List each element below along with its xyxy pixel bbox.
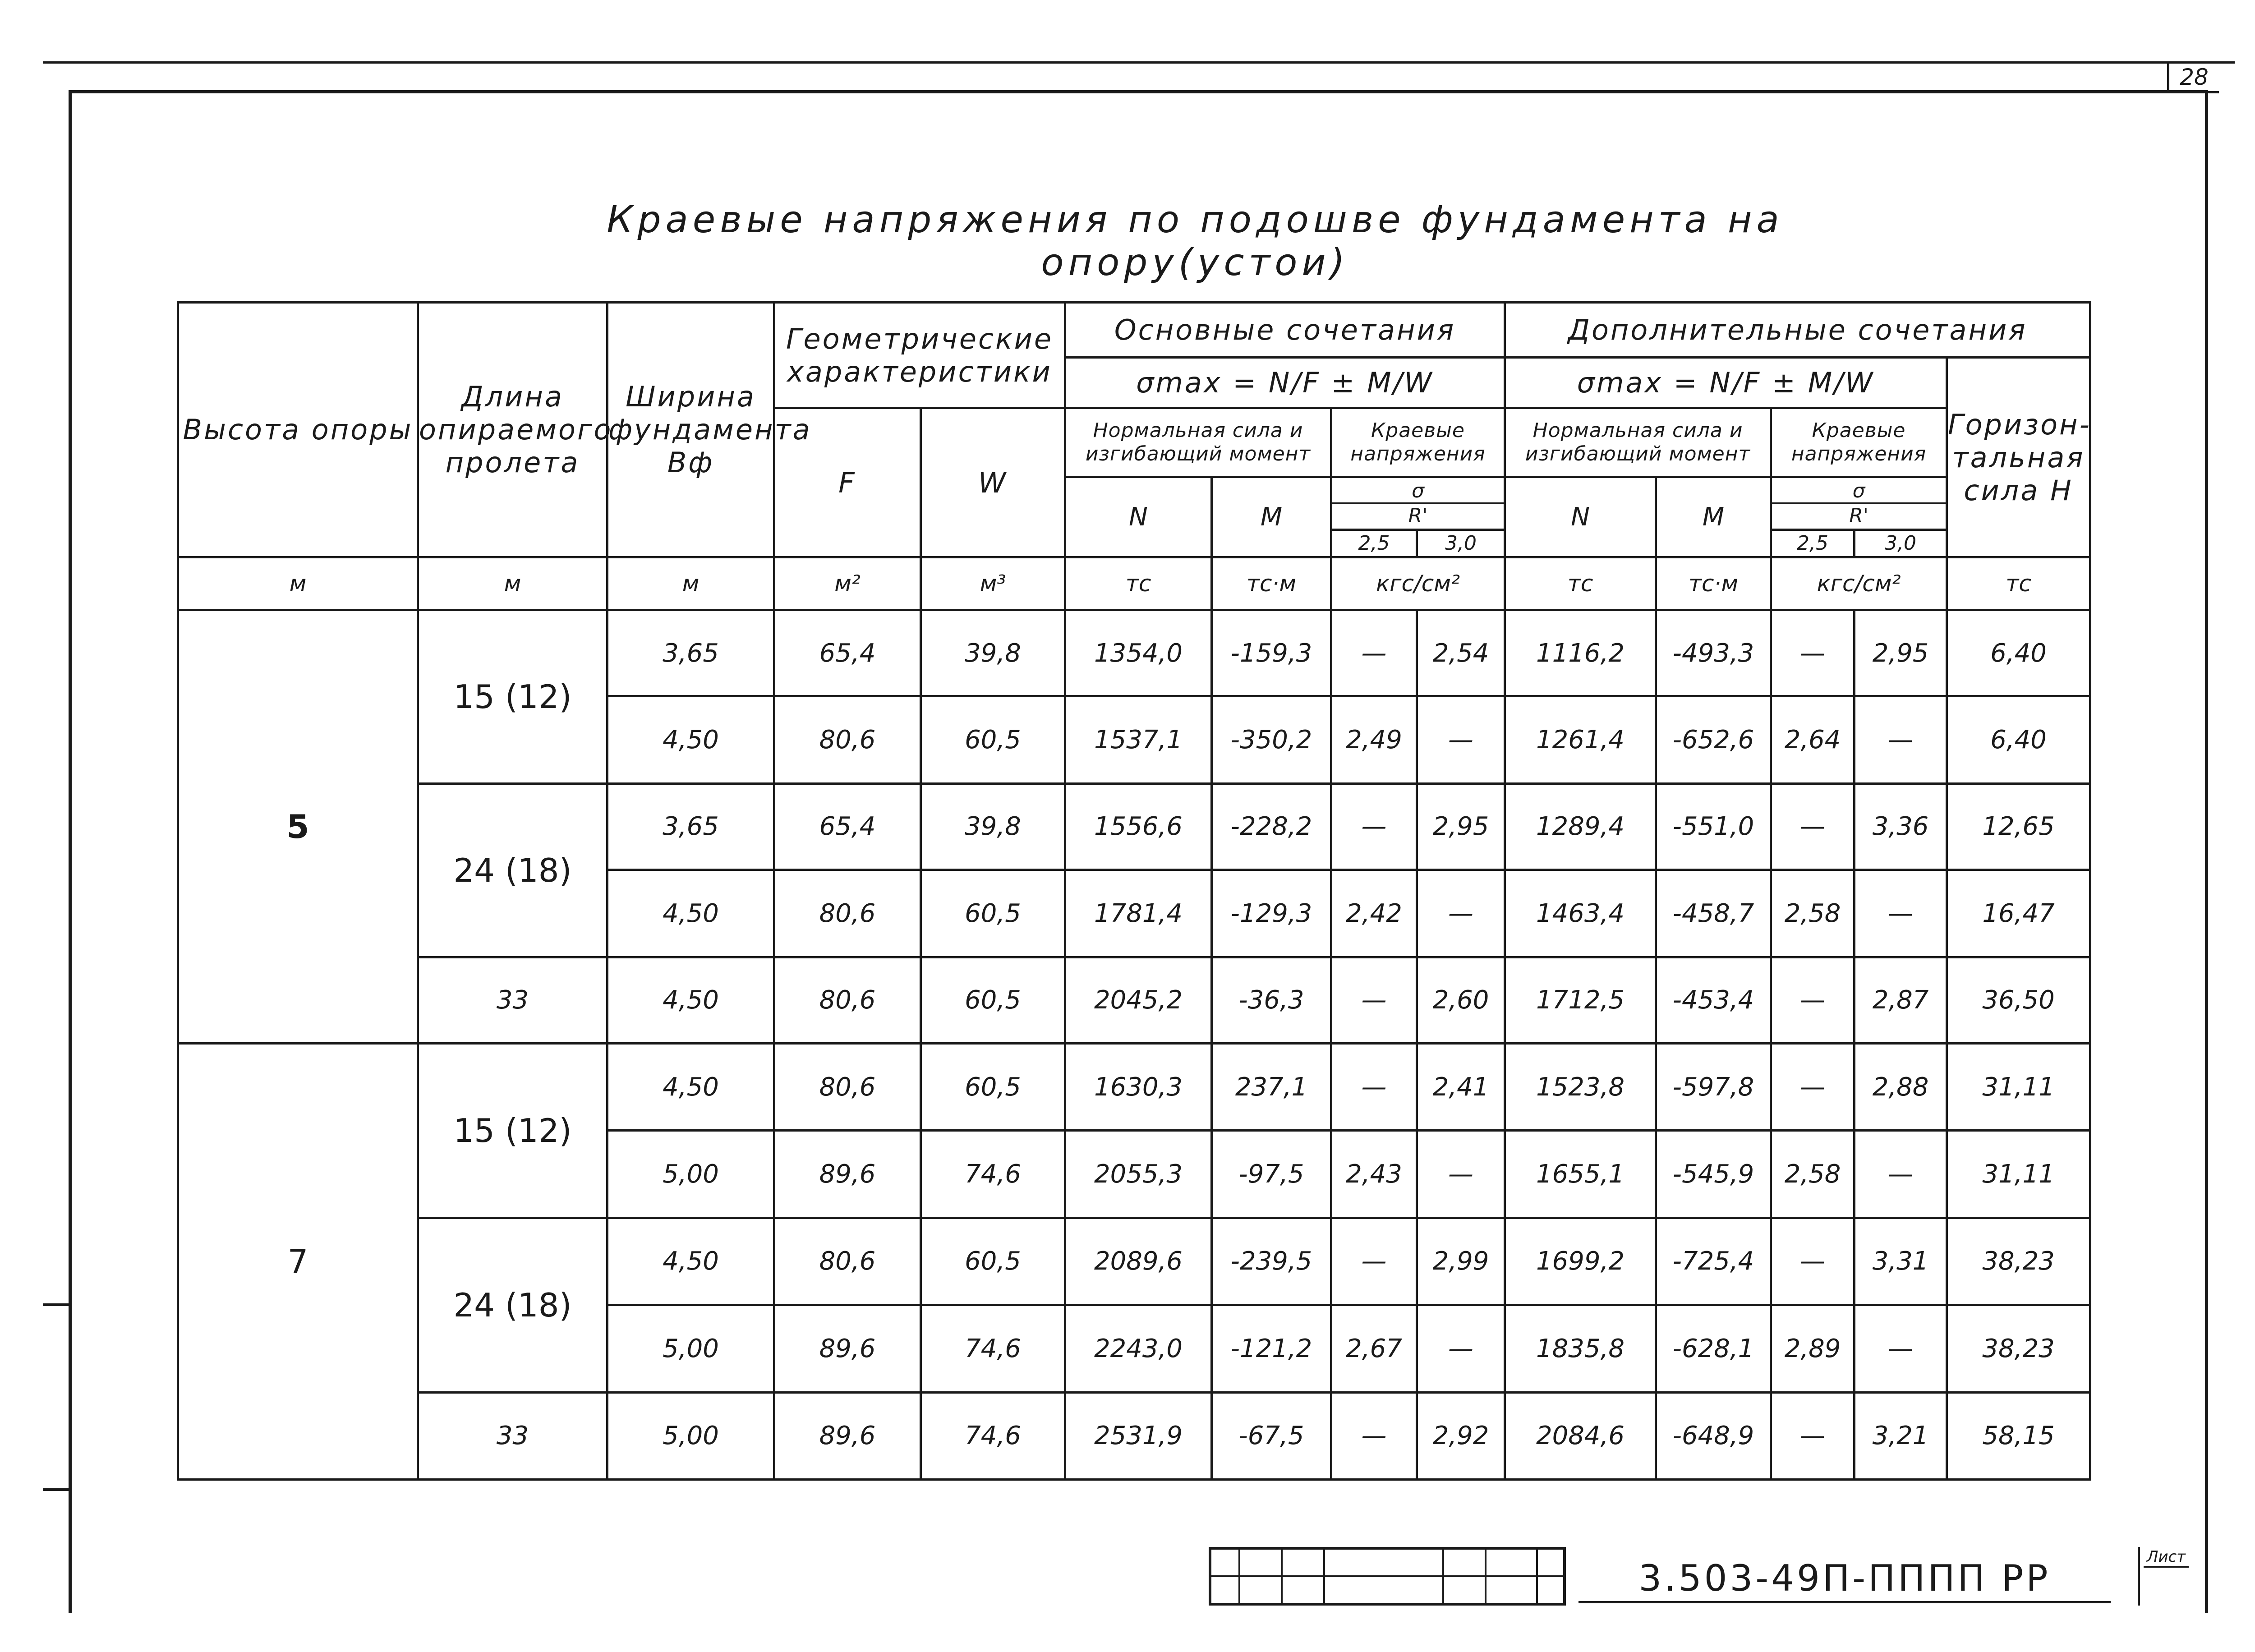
cell-s25-add: —: [1771, 1043, 1855, 1130]
sheet-box: [2138, 1547, 2194, 1606]
cell-w: 74,6: [921, 1305, 1065, 1392]
header-n-add: N: [1505, 477, 1656, 557]
cell-n-add: 1261,4: [1505, 696, 1656, 783]
cell-m-add: -453,4: [1656, 957, 1771, 1043]
cell-s25-main: —: [1331, 1392, 1417, 1480]
unit-n-add: тс: [1505, 557, 1656, 610]
header-normal-force-main: Нормальная сила и изгибающий момент: [1065, 408, 1331, 477]
cell-s25-add: —: [1771, 610, 1855, 696]
header-height: Высота опоры: [178, 303, 418, 557]
stress-table: [177, 301, 2091, 1481]
cell-m-add: -725,4: [1656, 1218, 1771, 1305]
cell-m-main: -36,3: [1212, 957, 1331, 1043]
r-prime-label: R': [1408, 504, 1428, 527]
cell-span: 24 (18): [418, 1218, 607, 1392]
header-edge-stress-add: Краевые напряжения: [1771, 408, 1947, 477]
cell-n-add: 1712,5: [1505, 957, 1656, 1043]
cell-n-add: 1463,4: [1505, 870, 1656, 957]
header-additional-combinations: Дополнительные сочетания: [1505, 303, 2090, 358]
cell-m-main: -350,2: [1212, 696, 1331, 783]
cell-f: 89,6: [774, 1131, 921, 1218]
header-m-add: M: [1656, 477, 1771, 557]
sheet-label: Лист: [2144, 1548, 2189, 1568]
cell-n-add: 1835,8: [1505, 1305, 1656, 1392]
cell-s25-main: 2,67: [1331, 1305, 1417, 1392]
cell-w: 60,5: [921, 957, 1065, 1043]
cell-s30-main: —: [1417, 870, 1505, 957]
sheet-number: 28: [2167, 63, 2219, 93]
cell-span: 33: [418, 1392, 607, 1480]
cell-m-main: -239,5: [1212, 1218, 1331, 1305]
cell-width: 4,50: [607, 870, 774, 957]
cell-m-main: -97,5: [1212, 1131, 1331, 1218]
header-width: Ширина фундамента Вф: [607, 303, 774, 557]
cell-m-main: -121,2: [1212, 1305, 1331, 1392]
cell-s30-main: 2,54: [1417, 610, 1505, 696]
title-block: [1209, 1547, 2203, 1606]
cell-w: 60,5: [921, 696, 1065, 783]
cell-s30-add: 2,95: [1855, 610, 1947, 696]
cell-width: 5,00: [607, 1392, 774, 1480]
cell-s30-add: —: [1855, 870, 1947, 957]
header-span: Длина опираемого пролета: [418, 303, 607, 557]
cell-s25-add: —: [1771, 957, 1855, 1043]
cell-s30-add: 2,88: [1855, 1043, 1947, 1130]
cell-width: 4,50: [607, 1043, 774, 1130]
left-margin-mark-1: [43, 1303, 70, 1306]
cell-n-add: 1523,8: [1505, 1043, 1656, 1130]
cell-s25-main: 2,43: [1331, 1131, 1417, 1218]
cell-n-main: 1537,1: [1065, 696, 1212, 783]
unit-width: м: [607, 557, 774, 610]
cell-m-main: -159,3: [1212, 610, 1331, 696]
unit-f: м²: [774, 557, 921, 610]
sigma-label: σ: [1332, 479, 1504, 504]
cell-width: 5,00: [607, 1131, 774, 1218]
cell-h: 6,40: [1947, 610, 2090, 696]
top-rule: [43, 61, 2235, 64]
cell-f: 80,6: [774, 696, 921, 783]
cell-f: 65,4: [774, 783, 921, 870]
cell-w: 39,8: [921, 783, 1065, 870]
cell-m-add: -545,9: [1656, 1131, 1771, 1218]
header-r-25-add: 2,5: [1771, 529, 1855, 557]
cell-w: 60,5: [921, 1218, 1065, 1305]
document-code: 3.503-49П-ПППП РР: [1578, 1556, 2111, 1603]
cell-s30-add: —: [1855, 1131, 1947, 1218]
header-r-30-add: 3,0: [1855, 529, 1947, 557]
cell-h: 16,47: [1947, 870, 2090, 957]
cell-n-main: 1630,3: [1065, 1043, 1212, 1130]
cell-height: 5: [178, 610, 418, 1043]
header-formula-additional: σmax = N/F ± M/W: [1505, 358, 1947, 408]
cell-s25-add: 2,58: [1771, 1131, 1855, 1218]
cell-m-add: -493,3: [1656, 610, 1771, 696]
cell-s30-main: —: [1417, 1131, 1505, 1218]
header-main-combinations: Основные сочетания: [1065, 303, 1505, 358]
cell-s30-add: 3,31: [1855, 1218, 1947, 1305]
cell-width: 4,50: [607, 696, 774, 783]
cell-s30-main: —: [1417, 696, 1505, 783]
cell-s30-main: —: [1417, 1305, 1505, 1392]
cell-w: 39,8: [921, 610, 1065, 696]
unit-m-add: тс·м: [1656, 557, 1771, 610]
cell-m-main: 237,1: [1212, 1043, 1331, 1130]
cell-s25-add: 2,89: [1771, 1305, 1855, 1392]
header-r-25-main: 2,5: [1331, 529, 1417, 557]
cell-height: 7: [178, 1043, 418, 1479]
cell-h: 36,50: [1947, 957, 2090, 1043]
cell-n-add: 1116,2: [1505, 610, 1656, 696]
header-r-30-main: 3,0: [1417, 529, 1505, 557]
cell-f: 80,6: [774, 1043, 921, 1130]
cell-s25-add: 2,64: [1771, 696, 1855, 783]
cell-m-add: -652,6: [1656, 696, 1771, 783]
cell-s25-add: —: [1771, 1218, 1855, 1305]
cell-m-add: -597,8: [1656, 1043, 1771, 1130]
r-prime-label: R': [1849, 504, 1868, 527]
cell-width: 4,50: [607, 1218, 774, 1305]
cell-s25-main: —: [1331, 1043, 1417, 1130]
cell-w: 74,6: [921, 1392, 1065, 1480]
cell-f: 89,6: [774, 1305, 921, 1392]
header-formula-main: σmax = N/F ± M/W: [1065, 358, 1505, 408]
header-geometry: Геометрические характеристики: [774, 303, 1065, 408]
cell-f: 80,6: [774, 1218, 921, 1305]
cell-s30-add: 3,36: [1855, 783, 1947, 870]
cell-f: 65,4: [774, 610, 921, 696]
cell-h: 38,23: [1947, 1305, 2090, 1392]
cell-s30-main: 2,99: [1417, 1218, 1505, 1305]
cell-s25-add: 2,58: [1771, 870, 1855, 957]
cell-s30-add: —: [1855, 696, 1947, 783]
cell-span: 15 (12): [418, 610, 607, 783]
cell-span: 24 (18): [418, 783, 607, 957]
cell-h: 38,23: [1947, 1218, 2090, 1305]
cell-width: 4,50: [607, 957, 774, 1043]
cell-h: 31,11: [1947, 1043, 2090, 1130]
page-title: Краевые напряжения по подошве фундамента на опору(устои): [607, 198, 1784, 284]
header-sigma-r-add: [1771, 477, 1947, 529]
cell-s25-add: —: [1771, 783, 1855, 870]
cell-n-add: 1699,2: [1505, 1218, 1656, 1305]
unit-span: м: [418, 557, 607, 610]
header-normal-force-add: Нормальная сила и изгибающий момент: [1505, 408, 1771, 477]
cell-s30-main: 2,92: [1417, 1392, 1505, 1480]
cell-m-add: -648,9: [1656, 1392, 1771, 1480]
unit-stress-add: кгс/см²: [1771, 557, 1947, 610]
cell-n-main: 2089,6: [1065, 1218, 1212, 1305]
cell-n-main: 2055,3: [1065, 1131, 1212, 1218]
cell-m-add: -551,0: [1656, 783, 1771, 870]
cell-width: 3,65: [607, 610, 774, 696]
cell-span: 15 (12): [418, 1043, 607, 1218]
cell-m-main: -129,3: [1212, 870, 1331, 957]
header-w: W: [921, 408, 1065, 557]
cell-s30-main: 2,41: [1417, 1043, 1505, 1130]
header-m-main: M: [1212, 477, 1331, 557]
cell-s30-add: —: [1855, 1305, 1947, 1392]
cell-f: 80,6: [774, 870, 921, 957]
cell-s25-main: 2,42: [1331, 870, 1417, 957]
header-f: F: [774, 408, 921, 557]
header-edge-stress-main: Краевые напряжения: [1331, 408, 1505, 477]
header-sigma-r-main: [1331, 477, 1505, 529]
revision-row: [1211, 1550, 1563, 1577]
cell-w: 60,5: [921, 870, 1065, 957]
unit-height: м: [178, 557, 418, 610]
cell-n-main: 2531,9: [1065, 1392, 1212, 1480]
cell-s25-main: —: [1331, 783, 1417, 870]
header-horizontal-force: Горизон-тальная сила H: [1947, 358, 2090, 557]
cell-n-main: 1354,0: [1065, 610, 1212, 696]
cell-s30-add: 2,87: [1855, 957, 1947, 1043]
left-margin-mark-2: [43, 1488, 70, 1491]
cell-m-main: -228,2: [1212, 783, 1331, 870]
revision-grid: [1209, 1547, 1566, 1606]
cell-m-add: -458,7: [1656, 870, 1771, 957]
cell-n-main: 2243,0: [1065, 1305, 1212, 1392]
cell-s25-add: —: [1771, 1392, 1855, 1480]
cell-n-main: 1781,4: [1065, 870, 1212, 957]
cell-s30-main: 2,60: [1417, 957, 1505, 1043]
cell-n-add: 1655,1: [1505, 1131, 1656, 1218]
cell-width: 3,65: [607, 783, 774, 870]
cell-s25-main: —: [1331, 610, 1417, 696]
cell-w: 60,5: [921, 1043, 1065, 1130]
cell-h: 58,15: [1947, 1392, 2090, 1480]
cell-n-add: 2084,6: [1505, 1392, 1656, 1480]
header-n-main: N: [1065, 477, 1212, 557]
unit-w: м³: [921, 557, 1065, 610]
cell-s25-main: —: [1331, 1218, 1417, 1305]
unit-stress-main: кгс/см²: [1331, 557, 1505, 610]
cell-n-main: 1556,6: [1065, 783, 1212, 870]
sigma-label: σ: [1772, 479, 1946, 504]
cell-s30-main: 2,95: [1417, 783, 1505, 870]
unit-m-main: тс·м: [1212, 557, 1331, 610]
cell-w: 74,6: [921, 1131, 1065, 1218]
cell-width: 5,00: [607, 1305, 774, 1392]
cell-s25-main: 2,49: [1331, 696, 1417, 783]
revision-row: [1211, 1577, 1563, 1603]
cell-h: 31,11: [1947, 1131, 2090, 1218]
cell-n-add: 1289,4: [1505, 783, 1656, 870]
cell-s25-main: —: [1331, 957, 1417, 1043]
cell-h: 6,40: [1947, 696, 2090, 783]
cell-h: 12,65: [1947, 783, 2090, 870]
cell-m-main: -67,5: [1212, 1392, 1331, 1480]
cell-s30-add: 3,21: [1855, 1392, 1947, 1480]
cell-span: 33: [418, 957, 607, 1043]
unit-n-main: тс: [1065, 557, 1212, 610]
cell-f: 89,6: [774, 1392, 921, 1480]
cell-m-add: -628,1: [1656, 1305, 1771, 1392]
unit-h: тс: [1947, 557, 2090, 610]
cell-n-main: 2045,2: [1065, 957, 1212, 1043]
cell-f: 80,6: [774, 957, 921, 1043]
